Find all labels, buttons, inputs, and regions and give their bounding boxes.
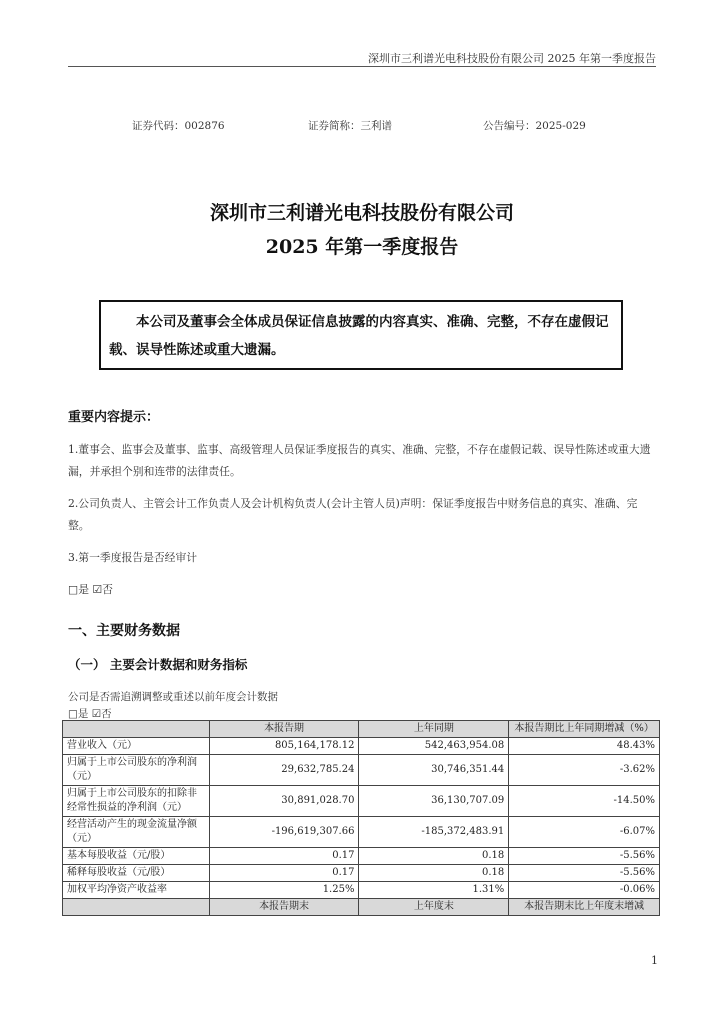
table-row — [63, 865, 660, 882]
prior-period-value: 1.31% — [359, 882, 509, 899]
table-header-cell: 上年同期 — [359, 721, 509, 738]
table-subheader-cell: 上年度末 — [359, 899, 509, 916]
prior-period-value: -185,372,483.91 — [359, 817, 509, 848]
row-label: 经营活动产生的现金流量净额（元） — [63, 817, 210, 848]
table-header-cell — [63, 721, 210, 738]
table-row — [63, 738, 660, 755]
important-item-2: 2.公司负责人、主管会计工作负责人及会计机构负责人(会计主管人员)声明：保证季度报告中财务信息的真实、准确、完整。 — [68, 497, 638, 532]
row-label: 加权平均净资产收益率 — [63, 882, 210, 899]
header-rule — [68, 66, 656, 67]
row-label: 基本每股收益（元/股） — [63, 848, 210, 865]
table-row — [63, 817, 660, 848]
important-item-3: 3.第一季度报告是否经审计 — [68, 551, 198, 564]
current-period-value: 0.17 — [209, 848, 359, 865]
change-percent: -14.50% — [509, 786, 660, 817]
disclosure-notice-box — [99, 300, 623, 370]
table-header-cell: 本报告期比上年同期增减（%） — [509, 721, 660, 738]
table-subheader-row — [63, 899, 660, 916]
change-percent: -0.06% — [509, 882, 660, 899]
change-percent: -3.62% — [509, 755, 660, 786]
current-period-value: -196,619,307.66 — [209, 817, 359, 848]
current-period-value: 30,891,028.70 — [209, 786, 359, 817]
current-period-value: 805,164,178.12 — [209, 738, 359, 755]
security-abbr: 证券简称：三利谱 — [308, 120, 392, 132]
restatement-question: 公司是否需追溯调整或重述以前年度会计数据 — [68, 691, 278, 703]
security-code: 证券代码：002876 — [132, 120, 225, 132]
table-header-cell: 本报告期 — [209, 721, 359, 738]
row-label: 归属于上市公司股东的净利润（元） — [63, 755, 210, 786]
change-percent: -5.56% — [509, 865, 660, 882]
section-heading-financial-data: 一、主要财务数据 — [68, 623, 180, 639]
table-subheader-cell: 本报告期末 — [209, 899, 359, 916]
prior-period-value: 36,130,707.09 — [359, 786, 509, 817]
change-percent: 48.43% — [509, 738, 660, 755]
current-period-value: 0.17 — [209, 865, 359, 882]
prior-period-value: 0.18 — [359, 865, 509, 882]
prior-period-value: 542,463,954.08 — [359, 738, 509, 755]
report-title: 2025 年第一季度报告 — [265, 236, 459, 258]
prior-period-value: 0.18 — [359, 848, 509, 865]
table-row — [63, 786, 660, 817]
table-row — [63, 882, 660, 899]
company-title: 深圳市三利谱光电科技股份有限公司 — [209, 202, 514, 224]
table-subheader-cell: 本报告期末比上年度末增减 — [509, 899, 660, 916]
row-label: 营业收入（元） — [63, 738, 210, 755]
subsection-heading-key-indicators: （一） 主要会计数据和财务指标 — [68, 657, 248, 672]
running-header: 深圳市三利谱光电科技股份有限公司 2025 年第一季度报告 — [368, 52, 656, 65]
table-subheader-cell — [63, 899, 210, 916]
prior-period-value: 30,746,351.44 — [359, 755, 509, 786]
current-period-value: 1.25% — [209, 882, 359, 899]
row-label: 归属于上市公司股东的扣除非经常性损益的净利润（元） — [63, 786, 210, 817]
change-percent: -5.56% — [509, 848, 660, 865]
table-row — [63, 755, 660, 786]
page-number: 1 — [651, 954, 658, 967]
table-row — [63, 848, 660, 865]
audit-checkbox-answer: □是 ☑否 — [68, 583, 113, 596]
table-header-row — [63, 721, 660, 738]
current-period-value: 29,632,785.24 — [209, 755, 359, 786]
financial-data-table — [62, 720, 660, 916]
restatement-answer: □是 ☑否 — [68, 708, 112, 720]
row-label: 稀释每股收益（元/股） — [63, 865, 210, 882]
important-item-1: 1.董事会、监事会及董事、监事、高级管理人员保证季度报告的真实、准确、完整，不存在虚假记载、误导性陈述或重大遗漏，并承担个别和连带的法律责任。 — [68, 443, 651, 478]
disclosure-notice-text: 本公司及董事会全体成员保证信息披露的内容真实、准确、完整，不存在虚假记载、误导性陈述或重大遗漏。 — [109, 314, 609, 358]
announcement-number: 公告编号：2025-029 — [483, 120, 586, 132]
important-heading: 重要内容提示： — [68, 410, 160, 425]
change-percent: -6.07% — [509, 817, 660, 848]
